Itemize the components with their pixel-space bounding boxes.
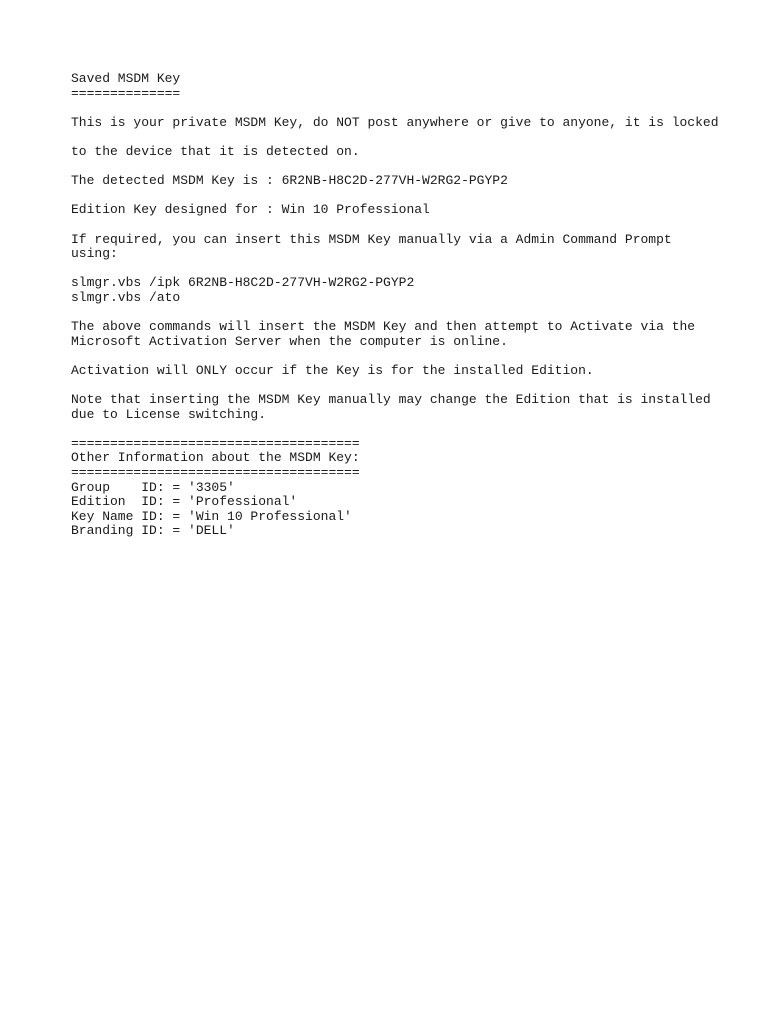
other-info-heading: Other Information about the MSDM Key: [71,450,360,466]
commands-note-line-1: The above commands will insert the MSDM Key and then attempt to Activate via the [71,319,696,335]
separator-bottom: ===================================== [71,465,360,481]
activation-note: Activation will ONLY occur if the Key is for the installed Edition. [71,362,594,378]
command-ipk: slmgr.vbs /ipk 6R2NB-H8C2D-277VH-W2RG2-PGYP2 [71,275,415,291]
license-note-line-1: Note that inserting the MSDM Key manually may change the Edition that is installed [71,392,711,408]
commands-note-line-2: Microsoft Activation Server when the computer is online. [71,333,508,349]
detected-key-line: The detected MSDM Key is : 6R2NB-H8C2D-277VH-W2RG2-PGYP2 [71,173,508,189]
command-ato: slmgr.vbs /ato [71,289,181,305]
document-title: Saved MSDM Key [71,71,181,86]
title-underline: ============== [71,85,181,101]
warning-text-line-1: This is your private MSDM Key, do NOT post anywhere or give to anyone, it is locked [71,114,719,130]
info-line-group-id: Group ID: = '3305' [71,479,235,495]
edition-line: Edition Key designed for : Win 10 Professional [71,202,430,218]
document-page [71,72,751,539]
warning-text-line-2: to the device that it is detected on. [71,143,360,159]
info-line-branding-id: Branding ID: = 'DELL' [71,523,235,539]
info-line-key-name-id: Key Name ID: = 'Win 10 Professional' [71,508,352,524]
info-line-edition-id: Edition ID: = 'Professional' [71,494,298,510]
separator-top: ===================================== [71,435,360,451]
license-note-line-2: due to License switching. [71,406,267,422]
manual-insert-line-1: If required, you can insert this MSDM Key manually via a Admin Command Prompt [71,231,672,247]
manual-insert-line-2: using: [71,246,118,262]
